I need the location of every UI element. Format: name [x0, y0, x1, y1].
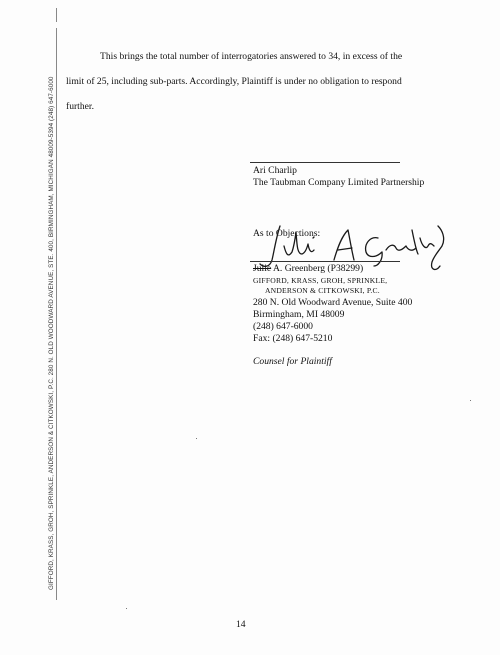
- address-line-2: Birmingham, MI 48009: [253, 309, 345, 320]
- objections-heading: As to Objections:: [253, 228, 321, 239]
- signature-line-signatory: [250, 162, 400, 163]
- firm-name-line-1: GIFFORD, KRASS, GROH, SPRINKLE,: [253, 276, 388, 285]
- address-line-1: 280 N. Old Woodward Avenue, Suite 400: [253, 297, 413, 308]
- phone-number: (248) 647-6000: [253, 321, 313, 332]
- body-text-line-3: further.: [66, 101, 94, 112]
- counsel-name-rest: A. Greenberg (P38299): [271, 263, 364, 274]
- body-text-line-1: This brings the total number of interrogatories answered to 34, in excess of the: [100, 51, 403, 62]
- signature-line-counsel: [250, 261, 400, 262]
- scan-speck: [470, 400, 471, 401]
- scan-speck: [196, 438, 197, 439]
- body-text-line-2: limit of 25, including sub-parts. Accordingly, Plaintiff is under no obligation to respond: [66, 76, 402, 87]
- fax-number: Fax: (248) 647-5210: [253, 333, 333, 344]
- margin-rule: [56, 28, 57, 600]
- scan-speck: [126, 608, 127, 609]
- side-margin-firm-text: GIFFORD, KRASS, GROH, SPRINKLE, ANDERSON & CITKOWSKI, P.C. 280 N. OLD WOODWARD AVENUE, STE. 400, BIRMINGHAM, MICHIGAN 48009-5394 (248) 647-6000: [48, 76, 55, 590]
- firm-name-line-2: ANDERSON & CITKOWSKI, P.C.: [265, 286, 380, 295]
- counsel-name-line: [253, 263, 363, 275]
- margin-rule-top: [56, 8, 57, 22]
- signatory-name: Ari Charlip: [253, 165, 297, 176]
- counsel-role: Counsel for Plaintiff: [253, 356, 332, 367]
- page-number: 14: [236, 619, 246, 630]
- counsel-first-name-struck: Julie: [253, 263, 272, 274]
- signatory-company: The Taubman Company Limited Partnership: [253, 177, 425, 188]
